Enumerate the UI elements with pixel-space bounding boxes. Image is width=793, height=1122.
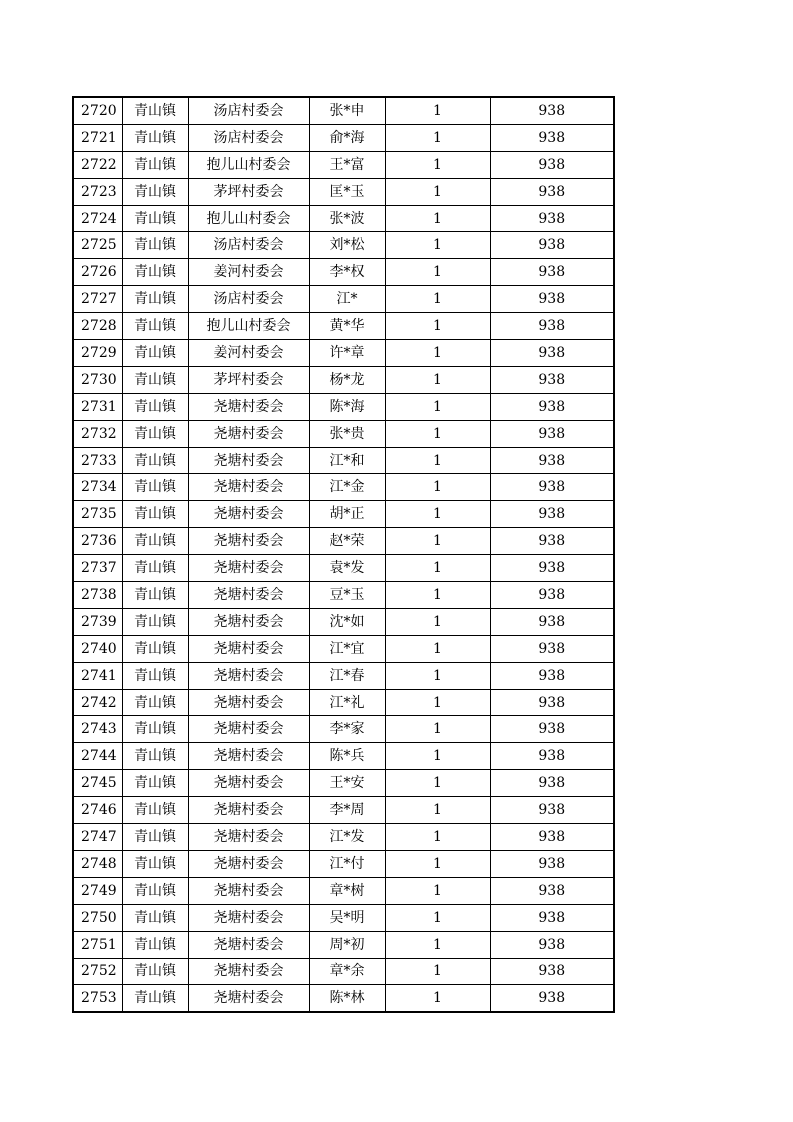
count-cell: 1 <box>385 205 490 232</box>
person-name-cell: 章*树 <box>309 877 385 904</box>
village-committee-cell: 尧塘村委会 <box>188 582 309 609</box>
row-number-cell: 2736 <box>73 528 122 555</box>
table-row <box>73 555 614 582</box>
town-cell: 青山镇 <box>122 97 188 124</box>
count-cell: 1 <box>385 124 490 151</box>
amount-cell: 938 <box>490 259 614 286</box>
amount-cell: 938 <box>490 313 614 340</box>
count-cell: 1 <box>385 259 490 286</box>
count-cell: 1 <box>385 501 490 528</box>
person-name-cell: 赵*荣 <box>309 528 385 555</box>
village-committee-cell: 尧塘村委会 <box>188 850 309 877</box>
amount-cell: 938 <box>490 393 614 420</box>
count-cell: 1 <box>385 178 490 205</box>
amount-cell: 938 <box>490 824 614 851</box>
row-number-cell: 2729 <box>73 340 122 367</box>
row-number-cell: 2751 <box>73 931 122 958</box>
amount-cell: 938 <box>490 474 614 501</box>
amount-cell: 938 <box>490 985 614 1012</box>
count-cell: 1 <box>385 850 490 877</box>
table-row <box>73 232 614 259</box>
amount-cell: 938 <box>490 689 614 716</box>
count-cell: 1 <box>385 555 490 582</box>
table-row <box>73 420 614 447</box>
person-name-cell: 胡*正 <box>309 501 385 528</box>
count-cell: 1 <box>385 232 490 259</box>
table-row <box>73 501 614 528</box>
person-name-cell: 江* <box>309 286 385 313</box>
person-name-cell: 刘*松 <box>309 232 385 259</box>
town-cell: 青山镇 <box>122 447 188 474</box>
amount-cell: 938 <box>490 797 614 824</box>
row-number-cell: 2745 <box>73 770 122 797</box>
village-committee-cell: 尧塘村委会 <box>188 877 309 904</box>
village-committee-cell: 尧塘村委会 <box>188 770 309 797</box>
row-number-cell: 2730 <box>73 366 122 393</box>
row-number-cell: 2724 <box>73 205 122 232</box>
row-number-cell: 2744 <box>73 743 122 770</box>
village-committee-cell: 尧塘村委会 <box>188 501 309 528</box>
town-cell: 青山镇 <box>122 420 188 447</box>
town-cell: 青山镇 <box>122 555 188 582</box>
amount-cell: 938 <box>490 366 614 393</box>
count-cell: 1 <box>385 151 490 178</box>
amount-cell: 938 <box>490 420 614 447</box>
town-cell: 青山镇 <box>122 205 188 232</box>
table-row <box>73 662 614 689</box>
table-row <box>73 259 614 286</box>
village-committee-cell: 尧塘村委会 <box>188 904 309 931</box>
amount-cell: 938 <box>490 151 614 178</box>
count-cell: 1 <box>385 608 490 635</box>
count-cell: 1 <box>385 904 490 931</box>
table-row <box>73 770 614 797</box>
village-committee-cell: 汤店村委会 <box>188 97 309 124</box>
row-number-cell: 2720 <box>73 97 122 124</box>
count-cell: 1 <box>385 824 490 851</box>
person-name-cell: 陈*海 <box>309 393 385 420</box>
table-row <box>73 528 614 555</box>
table-row <box>73 205 614 232</box>
village-committee-cell: 尧塘村委会 <box>188 958 309 985</box>
village-committee-cell: 抱儿山村委会 <box>188 151 309 178</box>
row-number-cell: 2722 <box>73 151 122 178</box>
row-number-cell: 2747 <box>73 824 122 851</box>
amount-cell: 938 <box>490 528 614 555</box>
row-number-cell: 2741 <box>73 662 122 689</box>
amount-cell: 938 <box>490 205 614 232</box>
table-row <box>73 286 614 313</box>
row-number-cell: 2732 <box>73 420 122 447</box>
person-name-cell: 江*和 <box>309 447 385 474</box>
row-number-cell: 2753 <box>73 985 122 1012</box>
amount-cell: 938 <box>490 743 614 770</box>
amount-cell: 938 <box>490 904 614 931</box>
row-number-cell: 2726 <box>73 259 122 286</box>
row-number-cell: 2723 <box>73 178 122 205</box>
amount-cell: 938 <box>490 340 614 367</box>
village-committee-cell: 尧塘村委会 <box>188 635 309 662</box>
person-name-cell: 匡*玉 <box>309 178 385 205</box>
amount-cell: 938 <box>490 97 614 124</box>
town-cell: 青山镇 <box>122 124 188 151</box>
person-name-cell: 李*权 <box>309 259 385 286</box>
town-cell: 青山镇 <box>122 582 188 609</box>
village-committee-cell: 尧塘村委会 <box>188 447 309 474</box>
row-number-cell: 2734 <box>73 474 122 501</box>
person-name-cell: 章*余 <box>309 958 385 985</box>
town-cell: 青山镇 <box>122 232 188 259</box>
person-name-cell: 吴*明 <box>309 904 385 931</box>
count-cell: 1 <box>385 635 490 662</box>
town-cell: 青山镇 <box>122 151 188 178</box>
table-row <box>73 178 614 205</box>
town-cell: 青山镇 <box>122 824 188 851</box>
village-committee-cell: 姜河村委会 <box>188 259 309 286</box>
town-cell: 青山镇 <box>122 770 188 797</box>
row-number-cell: 2738 <box>73 582 122 609</box>
person-name-cell: 江*发 <box>309 824 385 851</box>
person-name-cell: 张*波 <box>309 205 385 232</box>
town-cell: 青山镇 <box>122 313 188 340</box>
amount-cell: 938 <box>490 608 614 635</box>
village-committee-cell: 尧塘村委会 <box>188 716 309 743</box>
table-body <box>73 97 614 1012</box>
amount-cell: 938 <box>490 635 614 662</box>
town-cell: 青山镇 <box>122 366 188 393</box>
village-committee-cell: 尧塘村委会 <box>188 824 309 851</box>
table-row <box>73 340 614 367</box>
person-name-cell: 张*贵 <box>309 420 385 447</box>
row-number-cell: 2752 <box>73 958 122 985</box>
count-cell: 1 <box>385 770 490 797</box>
row-number-cell: 2746 <box>73 797 122 824</box>
count-cell: 1 <box>385 985 490 1012</box>
town-cell: 青山镇 <box>122 528 188 555</box>
town-cell: 青山镇 <box>122 931 188 958</box>
count-cell: 1 <box>385 366 490 393</box>
row-number-cell: 2727 <box>73 286 122 313</box>
table-row <box>73 743 614 770</box>
table-row <box>73 124 614 151</box>
town-cell: 青山镇 <box>122 178 188 205</box>
table-row <box>73 635 614 662</box>
table-row <box>73 582 614 609</box>
count-cell: 1 <box>385 662 490 689</box>
row-number-cell: 2733 <box>73 447 122 474</box>
person-name-cell: 俞*海 <box>309 124 385 151</box>
person-name-cell: 黄*华 <box>309 313 385 340</box>
row-number-cell: 2728 <box>73 313 122 340</box>
table-row <box>73 931 614 958</box>
amount-cell: 938 <box>490 770 614 797</box>
row-number-cell: 2731 <box>73 393 122 420</box>
table-row <box>73 608 614 635</box>
town-cell: 青山镇 <box>122 850 188 877</box>
village-committee-cell: 抱儿山村委会 <box>188 205 309 232</box>
town-cell: 青山镇 <box>122 662 188 689</box>
village-committee-cell: 尧塘村委会 <box>188 420 309 447</box>
table-row <box>73 985 614 1012</box>
row-number-cell: 2750 <box>73 904 122 931</box>
person-name-cell: 江*宜 <box>309 635 385 662</box>
village-committee-cell: 抱儿山村委会 <box>188 313 309 340</box>
amount-cell: 938 <box>490 716 614 743</box>
person-name-cell: 李*周 <box>309 797 385 824</box>
town-cell: 青山镇 <box>122 716 188 743</box>
amount-cell: 938 <box>490 877 614 904</box>
town-cell: 青山镇 <box>122 985 188 1012</box>
row-number-cell: 2721 <box>73 124 122 151</box>
amount-cell: 938 <box>490 286 614 313</box>
village-committee-cell: 尧塘村委会 <box>188 608 309 635</box>
table-row <box>73 97 614 124</box>
person-name-cell: 陈*兵 <box>309 743 385 770</box>
village-committee-cell: 尧塘村委会 <box>188 985 309 1012</box>
table-row <box>73 824 614 851</box>
village-committee-cell: 尧塘村委会 <box>188 662 309 689</box>
count-cell: 1 <box>385 743 490 770</box>
amount-cell: 938 <box>490 662 614 689</box>
count-cell: 1 <box>385 313 490 340</box>
count-cell: 1 <box>385 97 490 124</box>
amount-cell: 938 <box>490 178 614 205</box>
table-row <box>73 850 614 877</box>
town-cell: 青山镇 <box>122 393 188 420</box>
table-row <box>73 877 614 904</box>
amount-cell: 938 <box>490 501 614 528</box>
count-cell: 1 <box>385 393 490 420</box>
town-cell: 青山镇 <box>122 259 188 286</box>
town-cell: 青山镇 <box>122 958 188 985</box>
amount-cell: 938 <box>490 232 614 259</box>
table-row <box>73 366 614 393</box>
person-name-cell: 周*初 <box>309 931 385 958</box>
count-cell: 1 <box>385 716 490 743</box>
village-committee-cell: 茅坪村委会 <box>188 178 309 205</box>
count-cell: 1 <box>385 689 490 716</box>
amount-cell: 938 <box>490 958 614 985</box>
table-row <box>73 313 614 340</box>
table-row <box>73 904 614 931</box>
count-cell: 1 <box>385 340 490 367</box>
count-cell: 1 <box>385 797 490 824</box>
amount-cell: 938 <box>490 850 614 877</box>
town-cell: 青山镇 <box>122 797 188 824</box>
village-committee-cell: 尧塘村委会 <box>188 528 309 555</box>
person-name-cell: 李*家 <box>309 716 385 743</box>
amount-cell: 938 <box>490 555 614 582</box>
table-row <box>73 474 614 501</box>
amount-cell: 938 <box>490 931 614 958</box>
count-cell: 1 <box>385 958 490 985</box>
row-number-cell: 2725 <box>73 232 122 259</box>
count-cell: 1 <box>385 931 490 958</box>
town-cell: 青山镇 <box>122 608 188 635</box>
village-committee-cell: 尧塘村委会 <box>188 743 309 770</box>
row-number-cell: 2740 <box>73 635 122 662</box>
person-name-cell: 江*春 <box>309 662 385 689</box>
village-committee-cell: 尧塘村委会 <box>188 931 309 958</box>
count-cell: 1 <box>385 582 490 609</box>
town-cell: 青山镇 <box>122 689 188 716</box>
row-number-cell: 2748 <box>73 850 122 877</box>
town-cell: 青山镇 <box>122 743 188 770</box>
town-cell: 青山镇 <box>122 635 188 662</box>
count-cell: 1 <box>385 447 490 474</box>
count-cell: 1 <box>385 286 490 313</box>
town-cell: 青山镇 <box>122 904 188 931</box>
row-number-cell: 2739 <box>73 608 122 635</box>
amount-cell: 938 <box>490 124 614 151</box>
person-name-cell: 陈*林 <box>309 985 385 1012</box>
count-cell: 1 <box>385 420 490 447</box>
person-name-cell: 杨*龙 <box>309 366 385 393</box>
table-row <box>73 151 614 178</box>
person-name-cell: 沈*如 <box>309 608 385 635</box>
row-number-cell: 2749 <box>73 877 122 904</box>
village-committee-cell: 姜河村委会 <box>188 340 309 367</box>
table-row <box>73 716 614 743</box>
village-committee-cell: 尧塘村委会 <box>188 689 309 716</box>
person-name-cell: 王*富 <box>309 151 385 178</box>
village-committee-cell: 茅坪村委会 <box>188 366 309 393</box>
row-number-cell: 2742 <box>73 689 122 716</box>
village-committee-cell: 尧塘村委会 <box>188 555 309 582</box>
count-cell: 1 <box>385 528 490 555</box>
amount-cell: 938 <box>490 447 614 474</box>
count-cell: 1 <box>385 474 490 501</box>
town-cell: 青山镇 <box>122 340 188 367</box>
table-row <box>73 393 614 420</box>
village-committee-cell: 尧塘村委会 <box>188 393 309 420</box>
row-number-cell: 2737 <box>73 555 122 582</box>
person-name-cell: 江*金 <box>309 474 385 501</box>
person-name-cell: 江*礼 <box>309 689 385 716</box>
person-name-cell: 江*付 <box>309 850 385 877</box>
town-cell: 青山镇 <box>122 474 188 501</box>
town-cell: 青山镇 <box>122 877 188 904</box>
person-name-cell: 许*章 <box>309 340 385 367</box>
village-committee-cell: 汤店村委会 <box>188 124 309 151</box>
village-committee-cell: 汤店村委会 <box>188 286 309 313</box>
town-cell: 青山镇 <box>122 286 188 313</box>
person-name-cell: 王*安 <box>309 770 385 797</box>
table-row <box>73 797 614 824</box>
person-name-cell: 袁*发 <box>309 555 385 582</box>
table-row <box>73 958 614 985</box>
town-cell: 青山镇 <box>122 501 188 528</box>
row-number-cell: 2735 <box>73 501 122 528</box>
person-name-cell: 豆*玉 <box>309 582 385 609</box>
person-name-cell: 张*申 <box>309 97 385 124</box>
data-table <box>72 96 615 1013</box>
village-committee-cell: 尧塘村委会 <box>188 797 309 824</box>
row-number-cell: 2743 <box>73 716 122 743</box>
count-cell: 1 <box>385 877 490 904</box>
table-row <box>73 447 614 474</box>
amount-cell: 938 <box>490 582 614 609</box>
village-committee-cell: 汤店村委会 <box>188 232 309 259</box>
table-row <box>73 689 614 716</box>
village-committee-cell: 尧塘村委会 <box>188 474 309 501</box>
